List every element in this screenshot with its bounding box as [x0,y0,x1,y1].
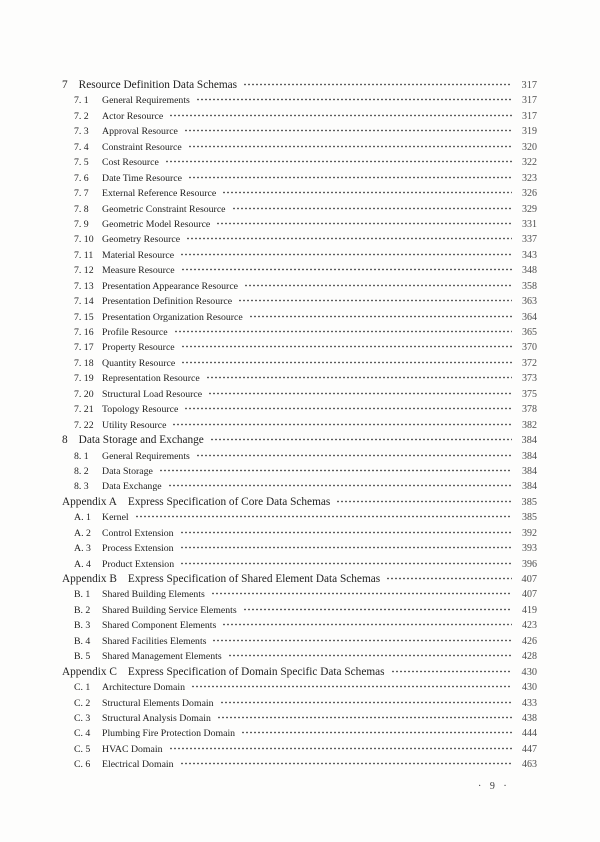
toc-entry-label: Property Resource [102,342,175,354]
toc-entry-label: Date Time Resource [102,172,182,184]
toc-entry-number: B. 3 [74,620,91,632]
toc-entry-number: 8. 1 [74,450,89,462]
toc-entry-label: Presentation Organization Resource [102,311,243,323]
dot-leader [174,328,512,335]
toc-entry-page: 317 [521,80,537,91]
toc-entry-number: 8. 3 [74,481,89,493]
toc-entry-label: Presentation Appearance Resource [102,280,239,292]
toc-entry [0,433,600,448]
dot-leader [212,637,512,644]
toc-entry [0,464,600,479]
toc-entry [0,757,600,772]
dot-leader [135,513,512,520]
dot-leader [159,467,512,474]
toc-entry-number: C. 2 [74,697,91,709]
toc-entry-number: 7. 18 [74,357,94,369]
dot-leader [216,220,512,227]
toc-entry-number: 7. 8 [74,203,89,215]
toc-entry-label: Material Resource [102,249,175,261]
dot-leader [222,621,512,628]
dot-leader [165,158,512,165]
toc-entry-label: Approval Resource [102,126,178,138]
toc-entry-label: Quantity Resource [102,357,176,369]
toc-entry-label: Product Extension [102,558,175,570]
toc-entry-number: 7. 16 [74,327,94,338]
toc-entry-page: 317 [522,110,537,122]
dot-leader [249,313,512,320]
toc-entry [0,93,600,108]
dot-leader [172,421,512,428]
toc-entry-number: B. 4 [74,635,91,647]
dot-leader [336,498,512,505]
toc-entry [0,510,600,525]
toc-entry [0,557,600,572]
toc-entry-number: Appendix C [62,665,117,678]
toc-entry-number: 7. 12 [74,265,94,277]
toc-entry [0,171,600,186]
toc-entry-page: 447 [522,743,537,755]
toc-entry-number: 7. 15 [74,311,94,323]
toc-entry-page: 358 [522,280,537,292]
toc-entry [0,649,600,664]
toc-entry-number: Appendix B [62,573,117,585]
dot-leader [169,745,512,752]
toc-entry-label: Resource Definition Data Schemas [78,79,238,91]
toc-entry-page: 343 [522,249,537,261]
toc-entry [0,294,600,309]
toc-entry [0,248,600,263]
toc-entry-number: B. 2 [74,604,91,616]
toc-entry [0,217,600,232]
toc-entry-page: 433 [522,697,537,709]
toc-entry-number: A. 1 [74,512,91,524]
toc-entry-page: 319 [522,126,537,138]
toc-entry-page: 326 [522,188,537,200]
dot-leader [243,606,512,613]
toc-entry [0,124,600,139]
toc-entry-page: 384 [522,450,537,462]
dot-leader [241,729,512,736]
toc-entry [0,232,600,247]
toc-entry-label: Express Specification of Core Data Schemas [127,495,331,508]
toc-entry [0,402,600,417]
toc-entry-label: Actor Resource [102,110,164,122]
toc-entry-page: 363 [522,296,537,308]
toc-entry-label: General Requirements [102,450,190,462]
toc-entry-page: 385 [521,496,537,508]
toc-entry-page: 396 [522,558,537,570]
dot-leader [206,374,512,381]
dot-leader [180,760,512,767]
toc-entry [0,340,600,355]
toc-entry [0,479,600,494]
toc-entry-label: Presentation Definition Resource [102,296,233,308]
toc-entry-number: B. 5 [74,651,91,663]
toc-entry-label: Representation Resource [102,373,200,385]
toc-entry-page: 407 [522,589,537,601]
toc-entry-label: Utility Resource [102,419,167,431]
toc-entry-label: Geometry Resource [102,234,181,246]
dot-leader [208,390,512,397]
dot-leader [191,683,512,690]
dot-leader [196,452,512,459]
toc-entry [0,587,600,602]
toc-entry-page: 384 [521,435,537,447]
dot-leader [180,529,512,536]
dot-leader [186,235,512,242]
toc-entry-page: 322 [522,157,537,169]
toc-entry [0,726,600,741]
toc-entry [0,371,600,386]
toc-entry-page: 419 [522,604,537,616]
toc-entry-page: 385 [522,512,537,524]
toc-entry-page: 372 [522,357,537,369]
toc-entry-page: 426 [522,635,537,647]
toc-entry-number: 8. 2 [74,465,89,477]
toc-entry [0,418,600,433]
toc-entry-label: Express Specification of Shared Element Data Schemas [127,573,381,585]
toc-entry-label: Measure Resource [102,265,175,277]
dot-leader [386,575,512,582]
toc-entry-label: Shared Building Elements [102,589,205,601]
toc-entry-number: 7. 22 [74,419,94,431]
toc-entry-number: 7. 21 [74,404,94,416]
toc-entry-number: C. 6 [74,759,91,771]
dot-leader [169,112,512,119]
toc-entry-page: 317 [522,95,537,107]
toc-entry-label: Topology Resource [102,404,179,416]
toc-entry [0,541,600,556]
toc-entry-label: Structural Load Resource [102,388,203,400]
toc-entry-number: A. 4 [74,558,91,570]
toc-entry-page: 375 [522,388,537,400]
toc-entry [0,495,600,510]
toc-entry-number: 7. 19 [74,373,94,385]
toc-entry [0,742,600,757]
toc-entry-number: C. 3 [74,712,91,724]
dot-leader [184,127,512,134]
toc-entry-page: 384 [522,481,537,493]
toc-entry-number: 7. 17 [74,342,94,354]
toc-entry [0,572,600,587]
toc-entry [0,186,600,201]
dot-leader [181,359,512,366]
toc-entry [0,78,600,93]
toc-entry-number: 8 [62,434,68,447]
table-of-contents [0,78,600,773]
toc-entry-number: 7. 9 [74,218,89,230]
toc-entry-label: Control Extension [102,527,174,539]
toc-entry [0,279,600,294]
toc-entry [0,202,600,217]
toc-entry [0,603,600,618]
dot-leader [232,205,512,212]
toc-entry-number: 7 [62,79,68,91]
dot-leader [391,668,512,675]
toc-entry-number: C. 1 [74,682,91,694]
toc-entry-number: 7. 11 [74,249,94,261]
toc-entry [0,140,600,155]
toc-entry-number: A. 2 [74,527,91,539]
toc-entry-number: C. 4 [74,728,91,740]
toc-entry-label: Express Specification of Domain Specific Data Schemas [127,665,385,678]
toc-entry-label: Data Storage and Exchange [78,434,204,447]
toc-entry-page: 392 [522,527,537,539]
toc-entry-page: 438 [522,712,537,724]
toc-entry-label: General Requirements [102,95,190,107]
toc-entry-page: 423 [522,620,537,632]
toc-entry [0,618,600,633]
toc-entry-number: 7. 14 [74,296,94,308]
toc-entry-number: 7. 13 [74,280,94,292]
toc-entry-label: Shared Building Service Elements [102,604,237,616]
toc-entry-page: 378 [522,404,537,416]
toc-entry-page: 373 [522,373,537,385]
toc-entry [0,680,600,695]
dot-leader [184,405,512,412]
toc-entry-number: 7. 10 [74,234,94,246]
toc-entry-number: 7. 5 [74,157,89,169]
dot-leader [220,699,512,706]
dot-leader [180,251,512,258]
toc-entry-label: Geometric Constraint Resource [102,203,226,215]
dot-leader [188,143,512,150]
toc-entry [0,665,600,680]
page-number-footer: · 9 · [478,781,510,792]
toc-entry-page: 348 [522,265,537,277]
toc-entry [0,263,600,278]
dot-leader [217,714,512,721]
toc-entry-label: Kernel [102,512,129,524]
dot-leader [196,96,512,103]
toc-entry-page: 320 [522,141,537,153]
toc-entry [0,325,600,340]
dot-leader [222,189,512,196]
toc-entry [0,634,600,649]
toc-entry-page: 407 [521,574,537,585]
toc-entry [0,109,600,124]
toc-entry [0,696,600,711]
toc-entry-label: Architecture Domain [102,682,185,694]
toc-entry-page: 323 [522,172,537,184]
toc-entry-page: 444 [522,728,537,740]
dot-leader [181,266,512,273]
toc-entry-page: 430 [521,666,537,678]
toc-entry-number: C. 5 [74,743,91,755]
toc-entry-number: 7. 4 [74,141,89,153]
toc-entry-label: Data Storage [102,465,153,477]
toc-entry-label: Cost Resource [102,157,159,169]
toc-entry-page: 337 [522,234,537,246]
toc-entry [0,155,600,170]
toc-entry-label: Constraint Resource [102,141,182,153]
toc-entry [0,526,600,541]
toc-entry-page: 463 [522,759,537,771]
toc-entry-label: Data Exchange [102,481,162,493]
toc-entry-number: 7. 7 [74,188,89,200]
toc-entry-label: Shared Component Elements [102,620,217,632]
toc-entry-label: Plumbing Fire Protection Domain [102,728,236,740]
toc-entry-label: Profile Resource [102,327,168,338]
toc-entry-label: Shared Facilities Elements [102,635,207,647]
toc-entry [0,449,600,464]
toc-entry-page: 364 [522,311,537,323]
toc-entry-page: 393 [522,543,537,555]
toc-entry-page: 430 [522,682,537,694]
toc-entry-number: Appendix A [62,495,117,508]
dot-leader [180,560,512,567]
toc-entry-page: 329 [522,203,537,215]
toc-entry-page: 365 [522,327,537,338]
toc-entry-number: 7. 3 [74,126,89,138]
dot-leader [180,544,512,551]
dot-leader [243,81,512,88]
toc-entry-page: 428 [522,651,537,663]
toc-entry-label: Electrical Domain [102,759,174,771]
toc-entry [0,356,600,371]
dot-leader [238,297,512,304]
toc-entry-label: Structural Analysis Domain [102,712,211,724]
dot-leader [228,652,512,659]
dot-leader [168,482,512,489]
toc-entry-number: 7. 20 [74,388,94,400]
toc-entry-label: Structural Elements Domain [102,697,214,709]
toc-entry [0,310,600,325]
dot-leader [244,282,512,289]
dot-leader [181,343,512,350]
toc-entry-label: Process Extension [102,543,174,555]
toc-entry-page: 370 [522,342,537,354]
toc-entry-page: 331 [522,218,537,230]
dot-leader [210,436,512,443]
toc-entry-label: External Reference Resource [102,188,217,200]
toc-entry-label: HVAC Domain [102,743,163,755]
dot-leader [188,174,512,181]
toc-entry-number: A. 3 [74,543,91,555]
toc-entry-label: Shared Management Elements [102,651,222,663]
toc-entry-number: 7. 6 [74,172,89,184]
toc-entry-page: 382 [522,419,537,431]
dot-leader [211,590,512,597]
toc-entry-number: 7. 2 [74,110,89,122]
toc-entry-number: B. 1 [74,589,91,601]
toc-entry-page: 384 [522,465,537,477]
toc-entry-label: Geometric Model Resource [102,218,211,230]
toc-entry [0,711,600,726]
toc-entry [0,387,600,402]
toc-entry-number: 7. 1 [74,95,89,107]
